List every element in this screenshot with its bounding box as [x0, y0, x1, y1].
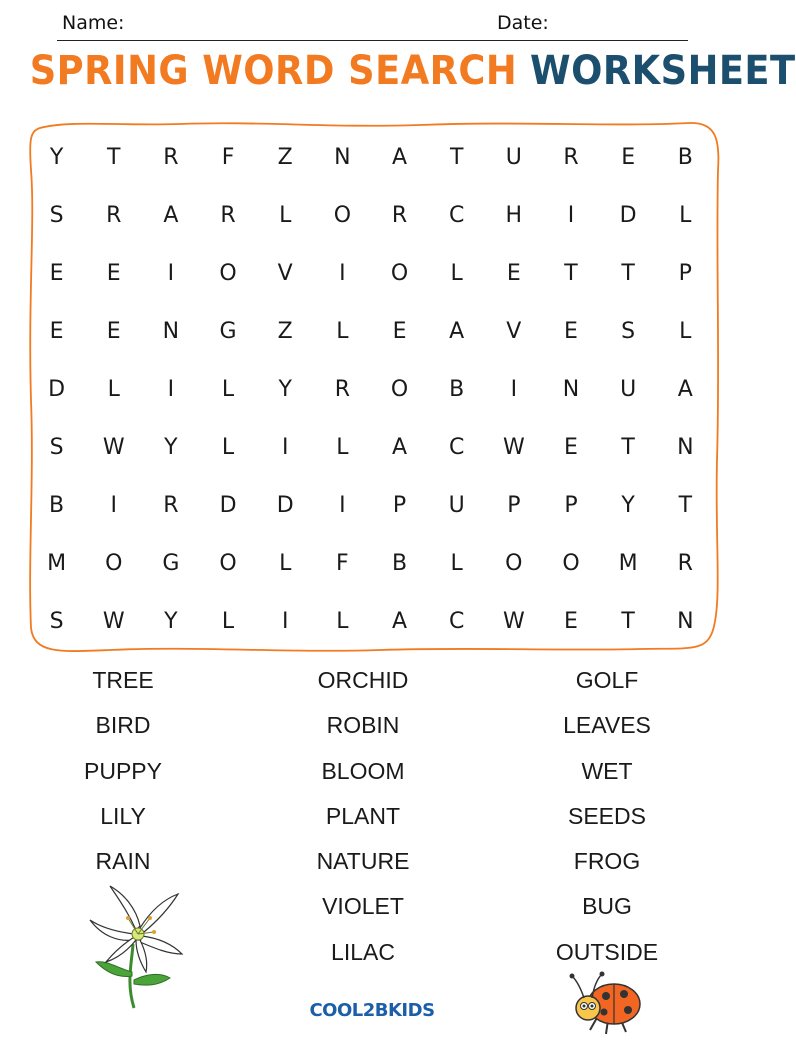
- word-list-item: BIRD: [95, 712, 151, 739]
- grid-letter[interactable]: C: [448, 203, 465, 228]
- grid-letter[interactable]: O: [390, 261, 409, 286]
- grid-letter[interactable]: A: [163, 203, 179, 228]
- grid-letter[interactable]: I: [281, 609, 289, 634]
- date-label: Date:: [497, 12, 549, 34]
- grid-letter[interactable]: E: [49, 319, 64, 344]
- grid-letter[interactable]: C: [448, 435, 465, 460]
- grid-letter[interactable]: L: [107, 377, 120, 402]
- grid-letter[interactable]: R: [163, 145, 179, 170]
- grid-letter[interactable]: P: [678, 261, 692, 286]
- word-list-item: NATURE: [316, 848, 410, 875]
- word-list-item: SEEDS: [568, 802, 646, 829]
- grid-letter[interactable]: S: [49, 435, 64, 460]
- name-date-line[interactable]: [57, 40, 688, 41]
- grid-letter[interactable]: F: [336, 551, 349, 576]
- grid-letter[interactable]: I: [339, 493, 346, 518]
- grid-letter[interactable]: T: [678, 493, 693, 518]
- word-list-item: FROG: [573, 848, 641, 875]
- word-list-column-1: [23, 662, 223, 888]
- word-list-item: OUTSIDE: [555, 938, 659, 965]
- cool2bkids-logo: [306, 996, 438, 1026]
- lily-flower-icon: [88, 882, 186, 1010]
- grid-letter[interactable]: E: [621, 145, 636, 170]
- grid-letter[interactable]: L: [679, 203, 692, 228]
- grid-letter[interactable]: N: [334, 145, 351, 170]
- grid-letter[interactable]: D: [219, 493, 237, 518]
- word-list-item: LEAVES: [563, 712, 651, 739]
- word-list-item: WET: [581, 757, 633, 784]
- logo-text: COOL2BKIDS: [309, 1000, 435, 1021]
- grid-letter[interactable]: A: [391, 609, 408, 634]
- grid-letter[interactable]: Z: [277, 319, 293, 344]
- grid-letter[interactable]: O: [219, 261, 237, 286]
- grid-letter[interactable]: E: [564, 609, 578, 634]
- grid-letter[interactable]: W: [502, 609, 525, 634]
- grid-letter[interactable]: Y: [49, 145, 64, 170]
- grid-letter[interactable]: D: [48, 377, 66, 402]
- grid-row: [28, 129, 714, 187]
- grid-letter[interactable]: I: [110, 493, 117, 518]
- grid-letter[interactable]: E: [106, 319, 121, 344]
- grid-letter[interactable]: O: [505, 551, 523, 576]
- grid-letter[interactable]: R: [677, 551, 693, 576]
- grid-letter[interactable]: G: [219, 319, 237, 344]
- grid-letter[interactable]: M: [618, 551, 638, 576]
- word-list-item: VIOLET: [322, 893, 404, 920]
- grid-letter[interactable]: L: [336, 319, 349, 344]
- grid-row: [28, 361, 714, 419]
- grid-letter[interactable]: Y: [278, 377, 292, 402]
- word-list-item: RAIN: [95, 848, 151, 875]
- grid-letter[interactable]: L: [336, 435, 349, 460]
- word-list-item: BLOOM: [321, 757, 405, 784]
- grid-row: [28, 419, 714, 477]
- word-list-item: BUG: [582, 893, 632, 920]
- grid-letter[interactable]: E: [106, 261, 121, 286]
- grid-letter[interactable]: D: [276, 493, 294, 518]
- grid-letter[interactable]: P: [507, 493, 521, 518]
- grid-row: [28, 477, 714, 535]
- word-list-item: TREE: [92, 667, 154, 693]
- grid-letter[interactable]: L: [221, 435, 235, 460]
- grid-letter[interactable]: R: [106, 203, 122, 228]
- grid-letter[interactable]: W: [102, 435, 125, 460]
- grid-letter[interactable]: R: [563, 145, 579, 170]
- grid-letter[interactable]: R: [220, 203, 236, 228]
- grid-letter[interactable]: W: [102, 609, 125, 634]
- grid-letter[interactable]: I: [339, 261, 346, 286]
- grid-letter[interactable]: A: [677, 377, 693, 402]
- grid-letter[interactable]: H: [505, 203, 523, 228]
- grid-letter[interactable]: O: [105, 551, 123, 576]
- grid-letter[interactable]: P: [392, 493, 407, 518]
- grid-letter[interactable]: I: [567, 203, 575, 228]
- grid-row: [28, 303, 714, 361]
- grid-letter[interactable]: T: [621, 261, 635, 286]
- grid-letter[interactable]: E: [564, 319, 578, 344]
- ladybug-icon: [568, 968, 648, 1038]
- grid-letter[interactable]: I: [167, 377, 175, 402]
- grid-letter[interactable]: O: [219, 551, 237, 576]
- grid-letter[interactable]: N: [562, 377, 580, 402]
- grid-letter[interactable]: I: [167, 261, 175, 286]
- grid-letter[interactable]: U: [448, 493, 465, 518]
- title-worksheet: WORKSHEET: [530, 48, 796, 94]
- grid-letter[interactable]: A: [449, 319, 465, 344]
- grid-letter[interactable]: S: [49, 203, 64, 228]
- grid-letter[interactable]: G: [162, 551, 180, 576]
- grid-letter[interactable]: C: [448, 609, 465, 634]
- grid-row: [28, 187, 714, 245]
- word-list-item: PUPPY: [84, 757, 162, 784]
- grid-letter[interactable]: V: [277, 261, 293, 286]
- grid-letter[interactable]: W: [502, 435, 525, 460]
- word-list-column-3: [507, 662, 707, 979]
- grid-letter[interactable]: B: [449, 377, 465, 402]
- grid-letter[interactable]: U: [620, 377, 637, 402]
- word-list-item: GOLF: [575, 667, 639, 693]
- word-list-item: LILAC: [331, 938, 395, 965]
- grid-letter[interactable]: A: [391, 145, 408, 170]
- grid-row: [28, 245, 714, 303]
- grid-letter[interactable]: T: [107, 145, 121, 170]
- grid-letter[interactable]: N: [677, 609, 694, 634]
- grid-letter[interactable]: T: [621, 435, 635, 460]
- grid-letter[interactable]: T: [564, 261, 578, 286]
- grid-letter[interactable]: U: [505, 145, 522, 170]
- grid-letter[interactable]: E: [506, 261, 521, 286]
- grid-letter[interactable]: T: [621, 609, 635, 634]
- word-list-item: ORCHID: [317, 667, 409, 693]
- grid-letter[interactable]: M: [47, 551, 67, 576]
- grid-letter[interactable]: E: [392, 319, 407, 344]
- grid-letter[interactable]: A: [391, 435, 408, 460]
- grid-letter[interactable]: L: [450, 551, 463, 576]
- grid-letter[interactable]: Y: [164, 435, 178, 460]
- page-title: [29, 48, 796, 94]
- grid-row: [28, 535, 714, 593]
- grid-letter[interactable]: Y: [164, 609, 178, 634]
- name-label: Name:: [62, 12, 125, 34]
- grid-letter[interactable]: I: [510, 377, 518, 402]
- grid-letter[interactable]: L: [279, 551, 292, 576]
- grid-letter[interactable]: I: [281, 435, 289, 460]
- grid-letter[interactable]: S: [49, 609, 64, 634]
- grid-letter[interactable]: R: [163, 493, 179, 518]
- grid-letter[interactable]: L: [221, 377, 235, 402]
- grid-letter[interactable]: E: [564, 435, 578, 460]
- word-list-item: ROBIN: [326, 712, 400, 739]
- grid-letter[interactable]: P: [564, 493, 578, 518]
- grid-letter[interactable]: O: [333, 203, 352, 228]
- grid-letter[interactable]: F: [221, 145, 235, 170]
- grid-row: [28, 593, 714, 651]
- grid-letter[interactable]: D: [619, 203, 637, 228]
- grid-letter[interactable]: B: [677, 145, 693, 170]
- grid-letter[interactable]: L: [336, 609, 349, 634]
- grid-letter[interactable]: T: [449, 145, 464, 170]
- word-list-column-2: [263, 662, 463, 979]
- word-search-grid: [28, 129, 714, 651]
- word-list-item: LILY: [100, 802, 146, 829]
- grid-letter[interactable]: Y: [621, 493, 635, 518]
- grid-letter[interactable]: R: [391, 203, 408, 228]
- grid-letter[interactable]: L: [221, 609, 235, 634]
- title-spring-word-search: SPRING WORD SEARCH: [29, 48, 518, 94]
- grid-letter[interactable]: L: [679, 319, 692, 344]
- grid-letter[interactable]: O: [390, 377, 409, 402]
- word-list-item: PLANT: [325, 802, 401, 829]
- grid-letter[interactable]: B: [49, 493, 65, 518]
- grid-letter[interactable]: E: [49, 261, 64, 286]
- grid-letter[interactable]: R: [334, 377, 350, 402]
- grid-letter[interactable]: L: [279, 203, 292, 228]
- grid-letter[interactable]: Z: [277, 145, 293, 170]
- grid-letter[interactable]: N: [162, 319, 180, 344]
- grid-letter[interactable]: O: [562, 551, 580, 576]
- grid-letter[interactable]: L: [450, 261, 463, 286]
- grid-letter[interactable]: N: [677, 435, 694, 460]
- grid-letter[interactable]: V: [506, 319, 522, 344]
- grid-letter[interactable]: S: [621, 319, 636, 344]
- grid-letter[interactable]: B: [391, 551, 408, 576]
